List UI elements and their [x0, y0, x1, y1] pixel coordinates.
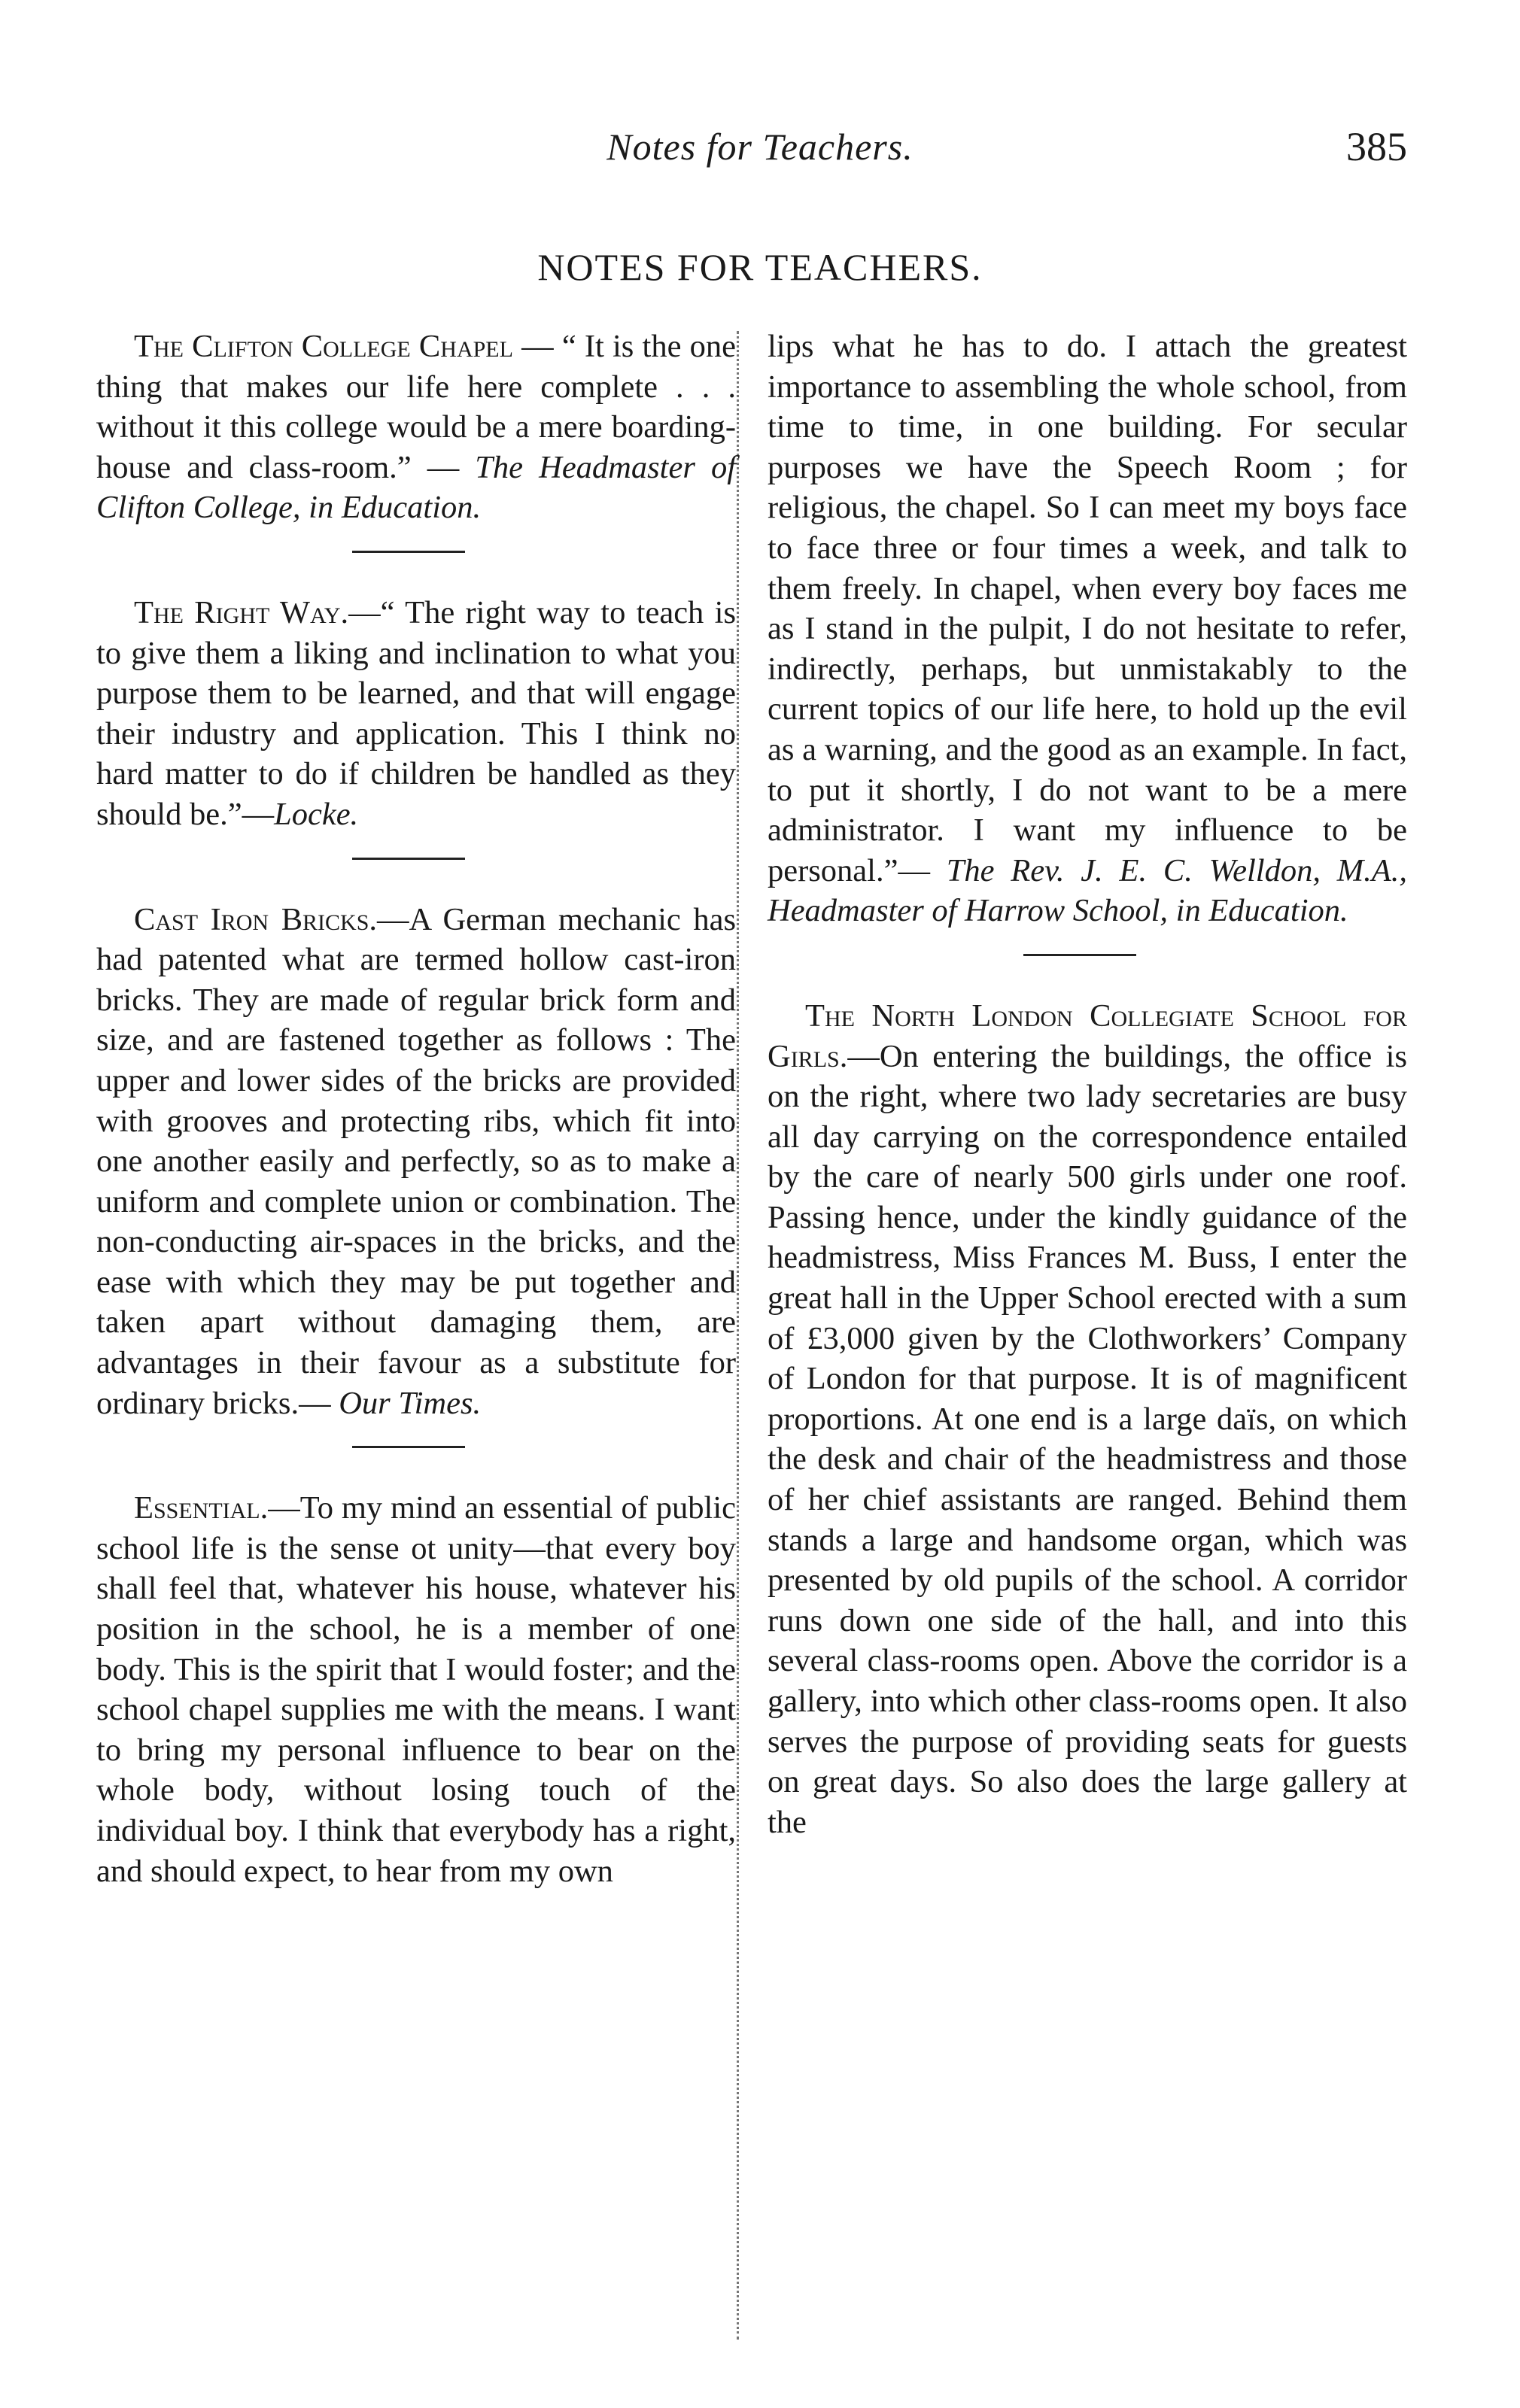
- paragraph-heading: Cast Iron Bricks.: [134, 901, 378, 937]
- paragraph-body: —To my mind an essential of public school life is the sense ot unity—that every boy shall feel that, whatever his house, whatever his position in the school, he is a member of one body. This is the spirit that I would foster; and the school chapel supplies me with the means. I want to bring my personal influence to bear on the whole body, without losing touch of the individual boy. I think that everybody has a right, and should expect, to hear from my own: [96, 1490, 736, 1889]
- left-column: [96, 326, 736, 1891]
- paragraph-body: —“ The right way to teach is to give them a liking and inclination to what you purpose them to be learned, and that will engage their industry and application. This I think no hard matter to do if children be handled as they should be.”—: [96, 594, 736, 832]
- section-divider: [352, 551, 465, 553]
- running-title: Notes for Teachers.: [606, 126, 914, 168]
- paragraph-north-london-school: [768, 996, 1407, 1842]
- paragraph-source: The Rev. J. E. C. Welldon, M.A., Headmaster of Harrow School, in Education.: [768, 852, 1407, 929]
- paragraph-heading: The Right Way.: [134, 594, 349, 630]
- paragraph-body: —A German mechanic has had patented what are termed hollow cast-iron bricks. They are made of regular brick form and size, and are fastened together as follows : The upper and lower sides of the bricks are provided with grooves and protecting ribs, which fit into one another easily and perfectly, so as to make a uniform and complete union or combination. The non-conducting air-spaces in the bricks, and the ease with which they may be put together and taken apart without damaging them, are advantages in their favour as a substitute for ordinary bricks.—: [96, 901, 736, 1421]
- section-divider: [352, 1446, 465, 1448]
- column-divider: [737, 331, 739, 2340]
- paragraph-source: Our Times.: [339, 1385, 482, 1421]
- paragraph-heading: The Clifton College Chapel: [134, 329, 513, 364]
- paragraph-source: Locke.: [274, 796, 359, 832]
- section-divider: [1023, 954, 1136, 956]
- section-title: NOTES FOR TEACHERS.: [537, 246, 983, 288]
- paragraph-essential-continued: [768, 326, 1407, 931]
- paragraph-cast-iron-bricks: [96, 900, 736, 1424]
- paragraph-heading: The North London Collegiate School for Girls.: [768, 998, 1407, 1074]
- right-column: [768, 326, 1407, 1842]
- section-divider: [352, 858, 465, 860]
- paragraph-heading: Essential.: [134, 1490, 269, 1526]
- paragraph-source: The Headmaster of Clifton College, in Education.: [96, 449, 737, 526]
- paragraph-clifton-chapel: [96, 326, 736, 528]
- running-header: [0, 120, 1520, 173]
- paragraph-right-way: [96, 593, 736, 835]
- paragraph-body: — “ It is the one thing that makes our life here complete . . . without it this college would be a mere boarding-house and class-room.” —: [96, 329, 736, 485]
- paragraph-essential: [96, 1488, 736, 1891]
- paragraph-body: lips what he has to do. I attach the greatest importance to assembling the whole school, from time to time, in one building. For secular purposes we have the Speech Room ; for religious, the chapel. So I can meet my boys face to face three or four times a week, and talk to them freely. In chapel, when every boy faces me as I stand in the pulpit, I do not hesitate to refer, indirectly, perhaps, but unmistakably to the current topics of our life here, to hold up the evil as a warning, and the good as an example. In fact, to put it shortly, I do not want to be a mere administrator. I want my influence to be personal.”—: [768, 329, 1407, 888]
- page-number: 385: [1346, 124, 1407, 169]
- paragraph-body: —On entering the buildings, the office is on the right, where two lady secretaries are busy all day carrying on the correspondence entailed by the care of nearly 500 girls under one roof. Passing hence, under the kindly guidance of the headmistress, Miss Frances M. Buss, I enter the great hall in the Upper School erected with a sum of £3,000 given by the Clothworkers’ Company of London for that purpose. It is of magnificent proportions. At one end is a large daïs, on which the desk and chair of the headmistress and those of her chief assistants are ranged. Behind them stands a large and handsome organ, which was presented by old pupils of the school. A corridor runs down one side of the hall, and into this several class-rooms open. Above the corridor is a gallery, into which other class-rooms open. It also serves the purpose of providing seats for guests on great days. So also does the large gallery at the: [768, 1038, 1407, 1840]
